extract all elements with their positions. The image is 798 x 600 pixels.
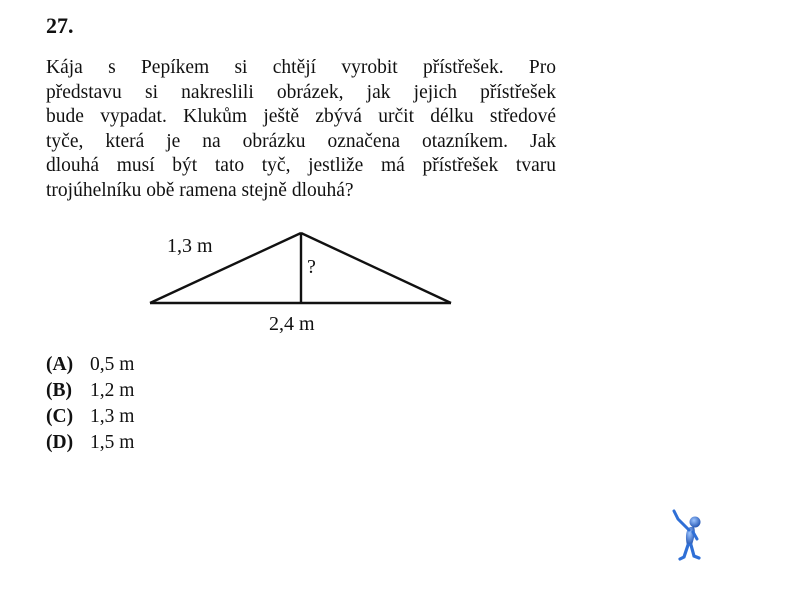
triangle-right-side xyxy=(301,233,451,303)
mascot-right-leg xyxy=(691,545,699,558)
answer-option-a[interactable] xyxy=(46,352,134,378)
answer-value: 1,3 m xyxy=(90,406,135,427)
answer-value: 1,5 m xyxy=(90,432,135,453)
side-length-label: 1,3 m xyxy=(167,235,213,257)
problem-text-line: bude vypadat. Klukům ještě zbývá určit délku středové xyxy=(46,106,556,127)
triangle-figure xyxy=(140,225,470,345)
answer-letter: (D) xyxy=(46,432,74,453)
answer-value: 0,5 m xyxy=(90,354,135,375)
answer-option-b[interactable] xyxy=(46,378,134,404)
answer-option-d[interactable] xyxy=(46,430,134,456)
answer-options xyxy=(46,352,134,456)
answer-option-c[interactable] xyxy=(46,404,134,430)
answer-letter: (A) xyxy=(46,354,74,375)
problem-number: 27. xyxy=(46,13,74,38)
problem-text-line: trojúhelníku obě ramena stejně dlouhá? xyxy=(46,179,354,201)
answer-letter: (C) xyxy=(46,406,74,427)
answer-value: 1,2 m xyxy=(90,380,135,401)
base-length-label: 2,4 m xyxy=(269,313,315,335)
height-question-label: ? xyxy=(307,256,316,278)
problem-text-line: Kája s Pepíkem si chtějí vyrobit přístřešek. Pro xyxy=(46,57,556,78)
mascot-left-leg xyxy=(680,545,688,559)
pointing-figure-icon[interactable] xyxy=(668,505,708,563)
problem-text-line: dlouhá musí být tato tyč, jestliže má přístřešek tvaru xyxy=(46,155,556,176)
problem-text-line: tyče, která je na obrázku označena otazníkem. Jak xyxy=(46,130,556,152)
problem-text-line: představu si nakreslili obrázek, jak jejich přístřešek xyxy=(46,81,556,103)
answer-letter: (B) xyxy=(46,380,72,401)
problem-statement xyxy=(46,56,556,203)
mascot-drawing xyxy=(668,505,708,563)
mascot-pointing-arm xyxy=(674,511,689,530)
mascot-head xyxy=(690,517,701,528)
